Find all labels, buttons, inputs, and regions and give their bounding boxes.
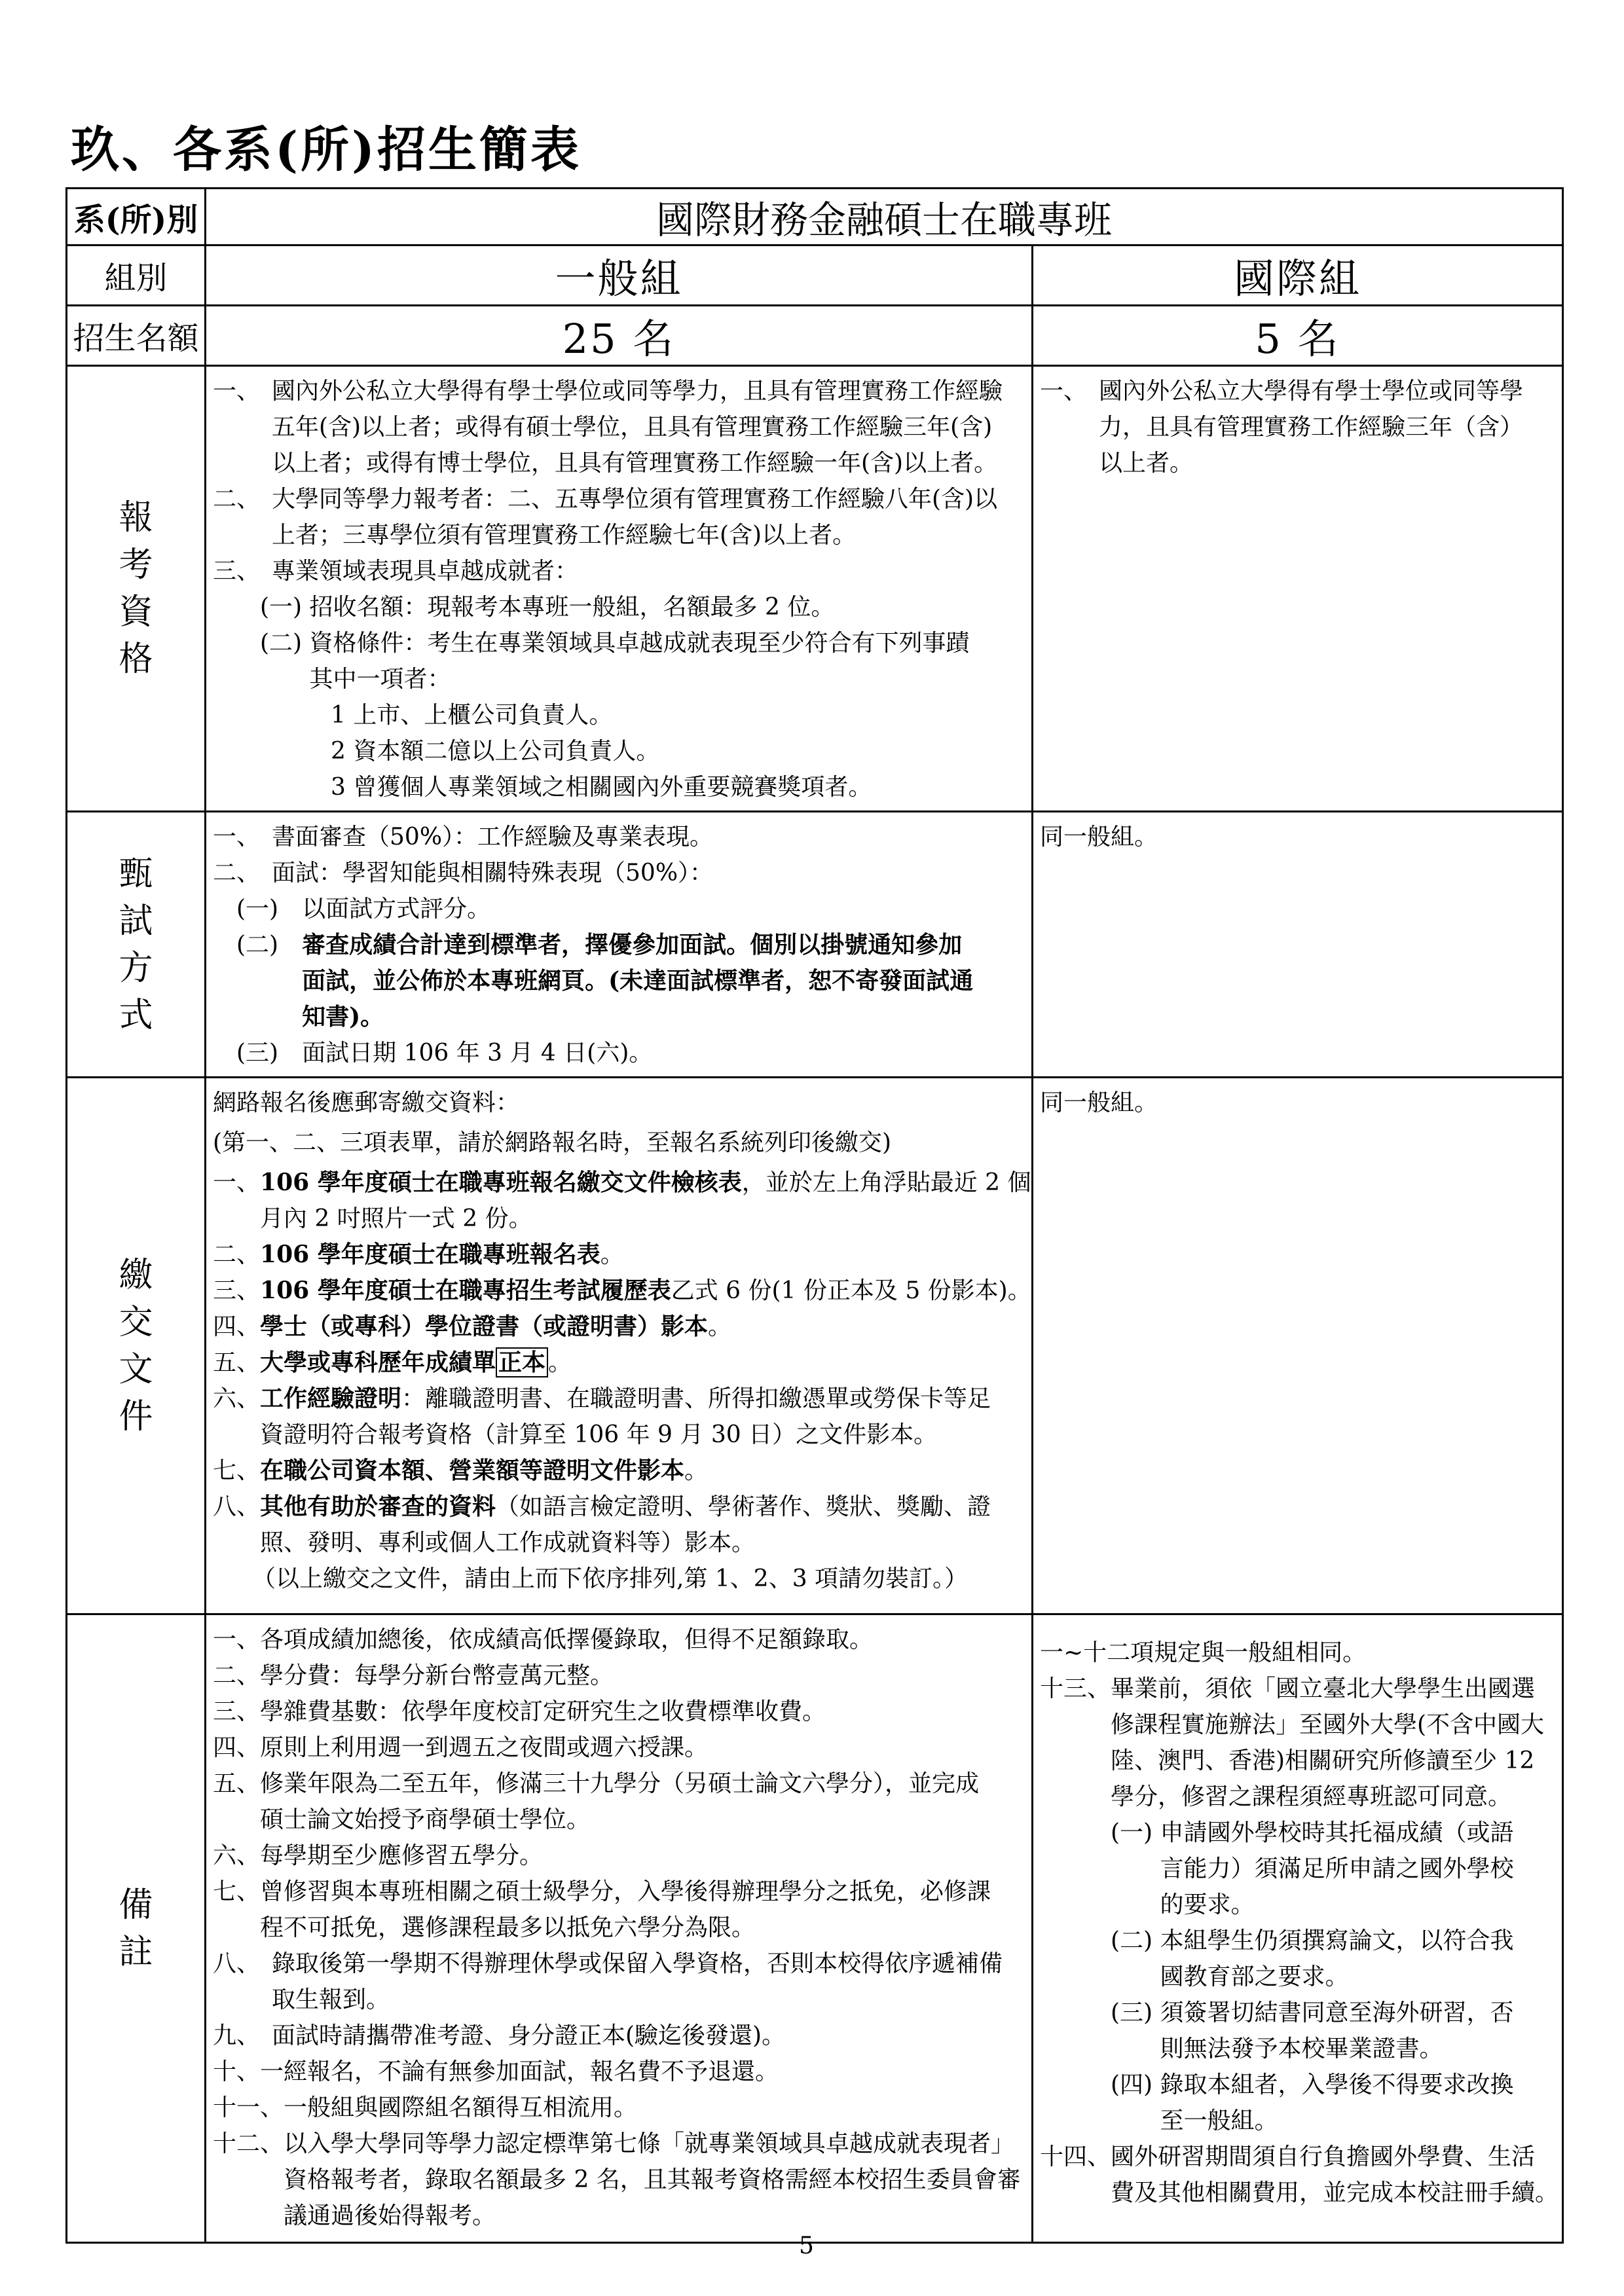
qualification-general-item	[213, 625, 1025, 697]
notes-general-item	[213, 2054, 1025, 2090]
group-general: 一般組	[206, 246, 1033, 306]
item-marker	[213, 733, 331, 769]
item-marker: (三)	[213, 1040, 303, 1066]
item-marker: 十、	[213, 2058, 261, 2085]
item-text: 學雜費基數：依學年度校訂定研究生之收費標準收費。	[260, 1698, 826, 1725]
notes-general-item	[213, 1874, 1025, 1946]
notes-general-item	[213, 1946, 1025, 2018]
notes-general-item	[213, 1766, 1025, 1838]
item-text: 面試日期 106 年 3 月 4 日(六)。	[302, 1040, 653, 1066]
item-text: 每學期至少應修習五學分。	[260, 1842, 544, 1869]
page-number: 5	[799, 2232, 814, 2259]
item-marker	[213, 769, 331, 805]
item-marker: (二)	[213, 630, 310, 657]
item-text: 各項成績加總後，依成績高低擇優錄取，但得不足額錄取。	[260, 1626, 874, 1653]
item-text: 畢業前，須依「國立臺北大學學生出國選 修課程實施辦法」至國外大學(不含中國大 陸、澳門、香港)相關研究所修讀至少 12 學分，修習之課程須經專班認可同意。	[1111, 1675, 1545, 1810]
item-marker: 二、	[213, 486, 272, 513]
item-text: 一般組與國際組名額得互相流用。	[284, 2094, 638, 2121]
item-text: 工作經驗證明：離職證明書、在職證明書、所得扣繳憑單或勞保卡等足 資證明符合報考資格（計算至 106 年 9 月 30 日）之文件影本。	[260, 1385, 991, 1448]
docs-item	[213, 1345, 1025, 1381]
notes-intl-item	[1040, 1635, 1555, 1671]
item-text: 錄取後第一學期不得辦理休學或保留入學資格，否則本校得依序遞補備 取生報到。	[272, 1950, 1003, 2013]
qualification-general-item	[213, 769, 1025, 805]
docs-intl: 同一般組。	[1040, 1089, 1158, 1116]
item-text: 以入學大學同等學力認定標準第七條「就專業領域具卓越成就表現者」 資格報考者，錄取名額最多 2 名，且其報考資格需經本校招生委員會審 議通過後始得報考。	[284, 2130, 1021, 2229]
item-text: 國內外公私立大學得有學士學位或同等學 力，且具有管理實務工作經驗三年（含） 以上者。	[1099, 378, 1524, 477]
item-text: 106 學年度碩士在職專招生考試履歷表乙式 6 份(1 份正本及 5 份影本)。	[260, 1277, 1031, 1304]
item-text: 原則上利用週一到週五之夜間或週六授課。	[260, 1734, 709, 1761]
notes-row	[67, 1614, 1563, 2243]
item-text: 本組學生仍須撰寫論文，以符合我 國教育部之要求。	[1160, 1927, 1514, 1990]
item-marker: 九、	[213, 2022, 272, 2049]
group-intl: 國際組	[1033, 246, 1563, 306]
exam-general-item	[213, 1035, 1025, 1071]
item-marker: (一)	[213, 896, 303, 922]
qualification-intl-item	[1040, 373, 1555, 481]
item-text: 學分費：每學分新台幣壹萬元整。	[260, 1662, 614, 1689]
qualification-general-item	[213, 553, 1025, 589]
item-marker: (二)	[1040, 1927, 1160, 1954]
qualification-label: 報考資格	[119, 498, 153, 679]
item-text: 3 曾獲個人專業領域之相關國內外重要競賽獎項者。	[331, 774, 872, 801]
item-text: 1 上市、上櫃公司負責人。	[331, 702, 613, 729]
docs-intro2: (第一、二、三項表單，請於網路報名時，至報名系統列印後繳交)	[213, 1129, 892, 1156]
notes-general-item	[213, 2126, 1025, 2234]
item-text: 大學或專科歷年成績單 正本 。	[260, 1349, 572, 1376]
item-marker: 一、	[213, 1626, 261, 1653]
notes-label: 備註	[119, 1885, 153, 1972]
item-text: 修業年限為二至五年，修滿三十九學分（另碩士論文六學分），並完成 碩士論文始授予商學碩士學位。	[260, 1770, 980, 1833]
qualification-row	[67, 366, 1563, 812]
qualification-general-item	[213, 373, 1025, 481]
quota-general: 25 名	[206, 306, 1033, 366]
quota-row	[67, 306, 1563, 366]
item-text: 一~十二項規定與一般組相同。	[1040, 1639, 1367, 1666]
item-marker: 六、	[213, 1842, 261, 1869]
page-title: 玖、各系(所)招生簡表	[71, 122, 582, 178]
item-marker: 十三、	[1040, 1675, 1111, 1702]
notes-intl	[1033, 1615, 1562, 2216]
item-marker: (三)	[1040, 1999, 1160, 2026]
item-text: 2 資本額二億以上公司負責人。	[331, 738, 660, 765]
qualification-general-item	[213, 733, 1025, 769]
item-text: 以面試方式評分。	[302, 896, 491, 922]
item-text: 書面審查（50%）：工作經驗及專業表現。	[272, 824, 714, 850]
item-marker: 八、	[213, 1493, 261, 1520]
docs-item	[213, 1165, 1031, 1237]
item-marker: 十四、	[1040, 2143, 1111, 2170]
exam-label: 甄試方式	[119, 854, 153, 1035]
docs-intro1: 網路報名後應郵寄繳交資料：	[213, 1089, 520, 1116]
exam-intl: 同一般組。	[1040, 824, 1158, 850]
notes-intl-item	[1040, 1995, 1555, 2067]
item-marker: (四)	[1040, 2071, 1160, 2098]
notes-intl-item	[1040, 1671, 1555, 1815]
exam-general-item	[213, 927, 1025, 1035]
item-text: 申請國外學校時其托福成績（或語 言能力）須滿足所申請之國外學校 的要求。	[1160, 1819, 1514, 1918]
quota-intl: 5 名	[1033, 306, 1563, 366]
item-marker: 五、	[213, 1349, 261, 1376]
qualification-general-item	[213, 697, 1025, 733]
dept-value: 國際財務金融碩士在職專班	[206, 189, 1563, 246]
docs-item	[213, 1237, 1025, 1273]
item-marker: 七、	[213, 1878, 261, 1905]
exam-general	[206, 812, 1031, 1076]
item-text: 其他有助於審查的資料（如語言檢定證明、學術著作、獎狀、獎勵、證 照、發明、專利或個人工作成就資料等）影本。	[260, 1493, 991, 1556]
notes-intl-item	[1040, 1815, 1555, 1923]
docs-label: 繳交文件	[119, 1255, 153, 1436]
notes-general-item	[213, 2090, 1025, 2126]
item-marker: 二、	[213, 1662, 261, 1689]
item-text: 國外研習期間須自行負擔國外學費、生活 費及其他相關費用，並完成本校註冊手續。	[1111, 2143, 1559, 2206]
notes-intl-item	[1040, 1923, 1555, 1995]
notes-intl-item	[1040, 2139, 1559, 2211]
group-label: 組別	[67, 246, 206, 306]
item-marker	[213, 697, 331, 733]
item-text: 招收名額：現報考本專班一般組，名額最多 2 位。	[309, 594, 835, 621]
item-text: 一經報名，不論有無參加面試，報名費不予退還。	[260, 2058, 779, 2085]
item-text: 大學同等學力報考者：二、五專學位須有管理實務工作經驗八年(含)以 上者；三專學位須有管理實務工作經驗七年(含)以上者。	[272, 486, 998, 549]
item-marker: 八、	[213, 1950, 272, 1977]
docs-row	[67, 1078, 1563, 1614]
item-text: 須簽署切結書同意至海外研習，否 則無法發予本校畢業證書。	[1160, 1999, 1514, 2062]
group-row	[67, 246, 1563, 306]
item-marker: 六、	[213, 1385, 261, 1412]
item-marker: (一)	[213, 594, 310, 621]
item-text: 資格條件：考生在專業領域具卓越成就表現至少符合有下列事蹟 其中一項者：	[309, 630, 970, 693]
item-marker: 四、	[213, 1734, 261, 1761]
notes-general-item	[213, 1730, 1025, 1766]
notes-intl-item	[1040, 2067, 1555, 2139]
item-marker: (一)	[1040, 1819, 1160, 1846]
exam-general-item	[213, 819, 1025, 855]
item-marker: 一、	[213, 824, 272, 850]
exam-row	[67, 812, 1563, 1078]
item-text: 曾修習與本專班相關之碩士級學分，入學後得辦理學分之抵免，必修課 程不可抵免，選修課程最多以抵免六學分為限。	[260, 1878, 991, 1941]
docs-item	[213, 1489, 1025, 1561]
item-marker: 二、	[213, 860, 272, 886]
item-marker: 一、	[213, 378, 272, 405]
item-marker: 一、	[1040, 378, 1099, 405]
item-marker: 五、	[213, 1770, 261, 1797]
docs-outro: （以上繳交之文件，請由上而下依序排列,第 1、2、3 項請勿裝訂。）	[252, 1565, 969, 1592]
dept-row	[67, 189, 1563, 246]
item-marker: 七、	[213, 1457, 261, 1484]
docs-general	[206, 1078, 1031, 1602]
item-marker: 三、	[213, 1698, 261, 1725]
item-marker: 二、	[213, 1241, 261, 1268]
dept-label: 系(所)別	[67, 189, 206, 246]
item-marker: 一、	[213, 1169, 261, 1196]
notes-general	[206, 1615, 1031, 2239]
notes-general-item	[213, 1838, 1025, 1874]
item-text: 錄取本組者，入學後不得要求改換 至一般組。	[1160, 2071, 1514, 2134]
item-marker: 十一、	[213, 2094, 284, 2121]
item-marker: (二)	[213, 932, 303, 958]
notes-general-item	[213, 1658, 1025, 1694]
qualification-intl	[1033, 367, 1562, 486]
admission-summary-table	[65, 187, 1564, 2244]
item-text: 學士（或專科）學位證書（或證明書）影本。	[260, 1313, 732, 1340]
qualification-general	[206, 367, 1031, 811]
item-text: 審查成績合計達到標準者，擇優參加面試。個別以掛號通知參加 面試，並公佈於本專班網頁。(未達面試標準者，恕不寄發面試通 知書)。	[302, 931, 974, 1030]
item-marker: 三、	[213, 558, 272, 585]
item-text: 面試時請攜帶准考證、身分證正本(驗迄後發還)。	[272, 2022, 786, 2049]
docs-item	[213, 1381, 1025, 1453]
qualification-general-item	[213, 589, 1025, 625]
item-text: 106 學年度碩士在職專班報名繳交文件檢核表，並於左上角浮貼最近 2 個 月內 2 吋照片一式 2 份。	[260, 1169, 1031, 1232]
docs-item	[213, 1273, 1031, 1309]
quota-label: 招生名額	[67, 306, 206, 366]
docs-item	[213, 1453, 1025, 1489]
qualification-general-item	[213, 481, 1025, 553]
item-text: 國內外公私立大學得有學士學位或同等學力，且具有管理實務工作經驗 五年(含)以上者；或得有碩士學位，且具有管理實務工作經驗三年(含) 以上者；或得有博士學位，且具有管理實務工作經驗一年(含)以上者。	[272, 378, 1003, 477]
exam-general-item	[213, 855, 1025, 891]
item-text: 面試：學習知能與相關特殊表現（50%）：	[272, 860, 714, 886]
item-marker: 四、	[213, 1313, 261, 1340]
item-text: 106 學年度碩士在職專班報名表。	[260, 1241, 624, 1268]
notes-general-item	[213, 1694, 1025, 1730]
notes-general-item	[213, 1622, 1025, 1658]
item-text: 專業領域表現具卓越成就者：	[272, 558, 579, 585]
exam-general-item	[213, 891, 1025, 927]
item-text: 在職公司資本額、營業額等證明文件影本。	[260, 1457, 709, 1484]
notes-general-item	[213, 2018, 1025, 2054]
item-marker: 十二、	[213, 2130, 284, 2157]
item-marker: 三、	[213, 1277, 261, 1304]
docs-item	[213, 1309, 1025, 1345]
